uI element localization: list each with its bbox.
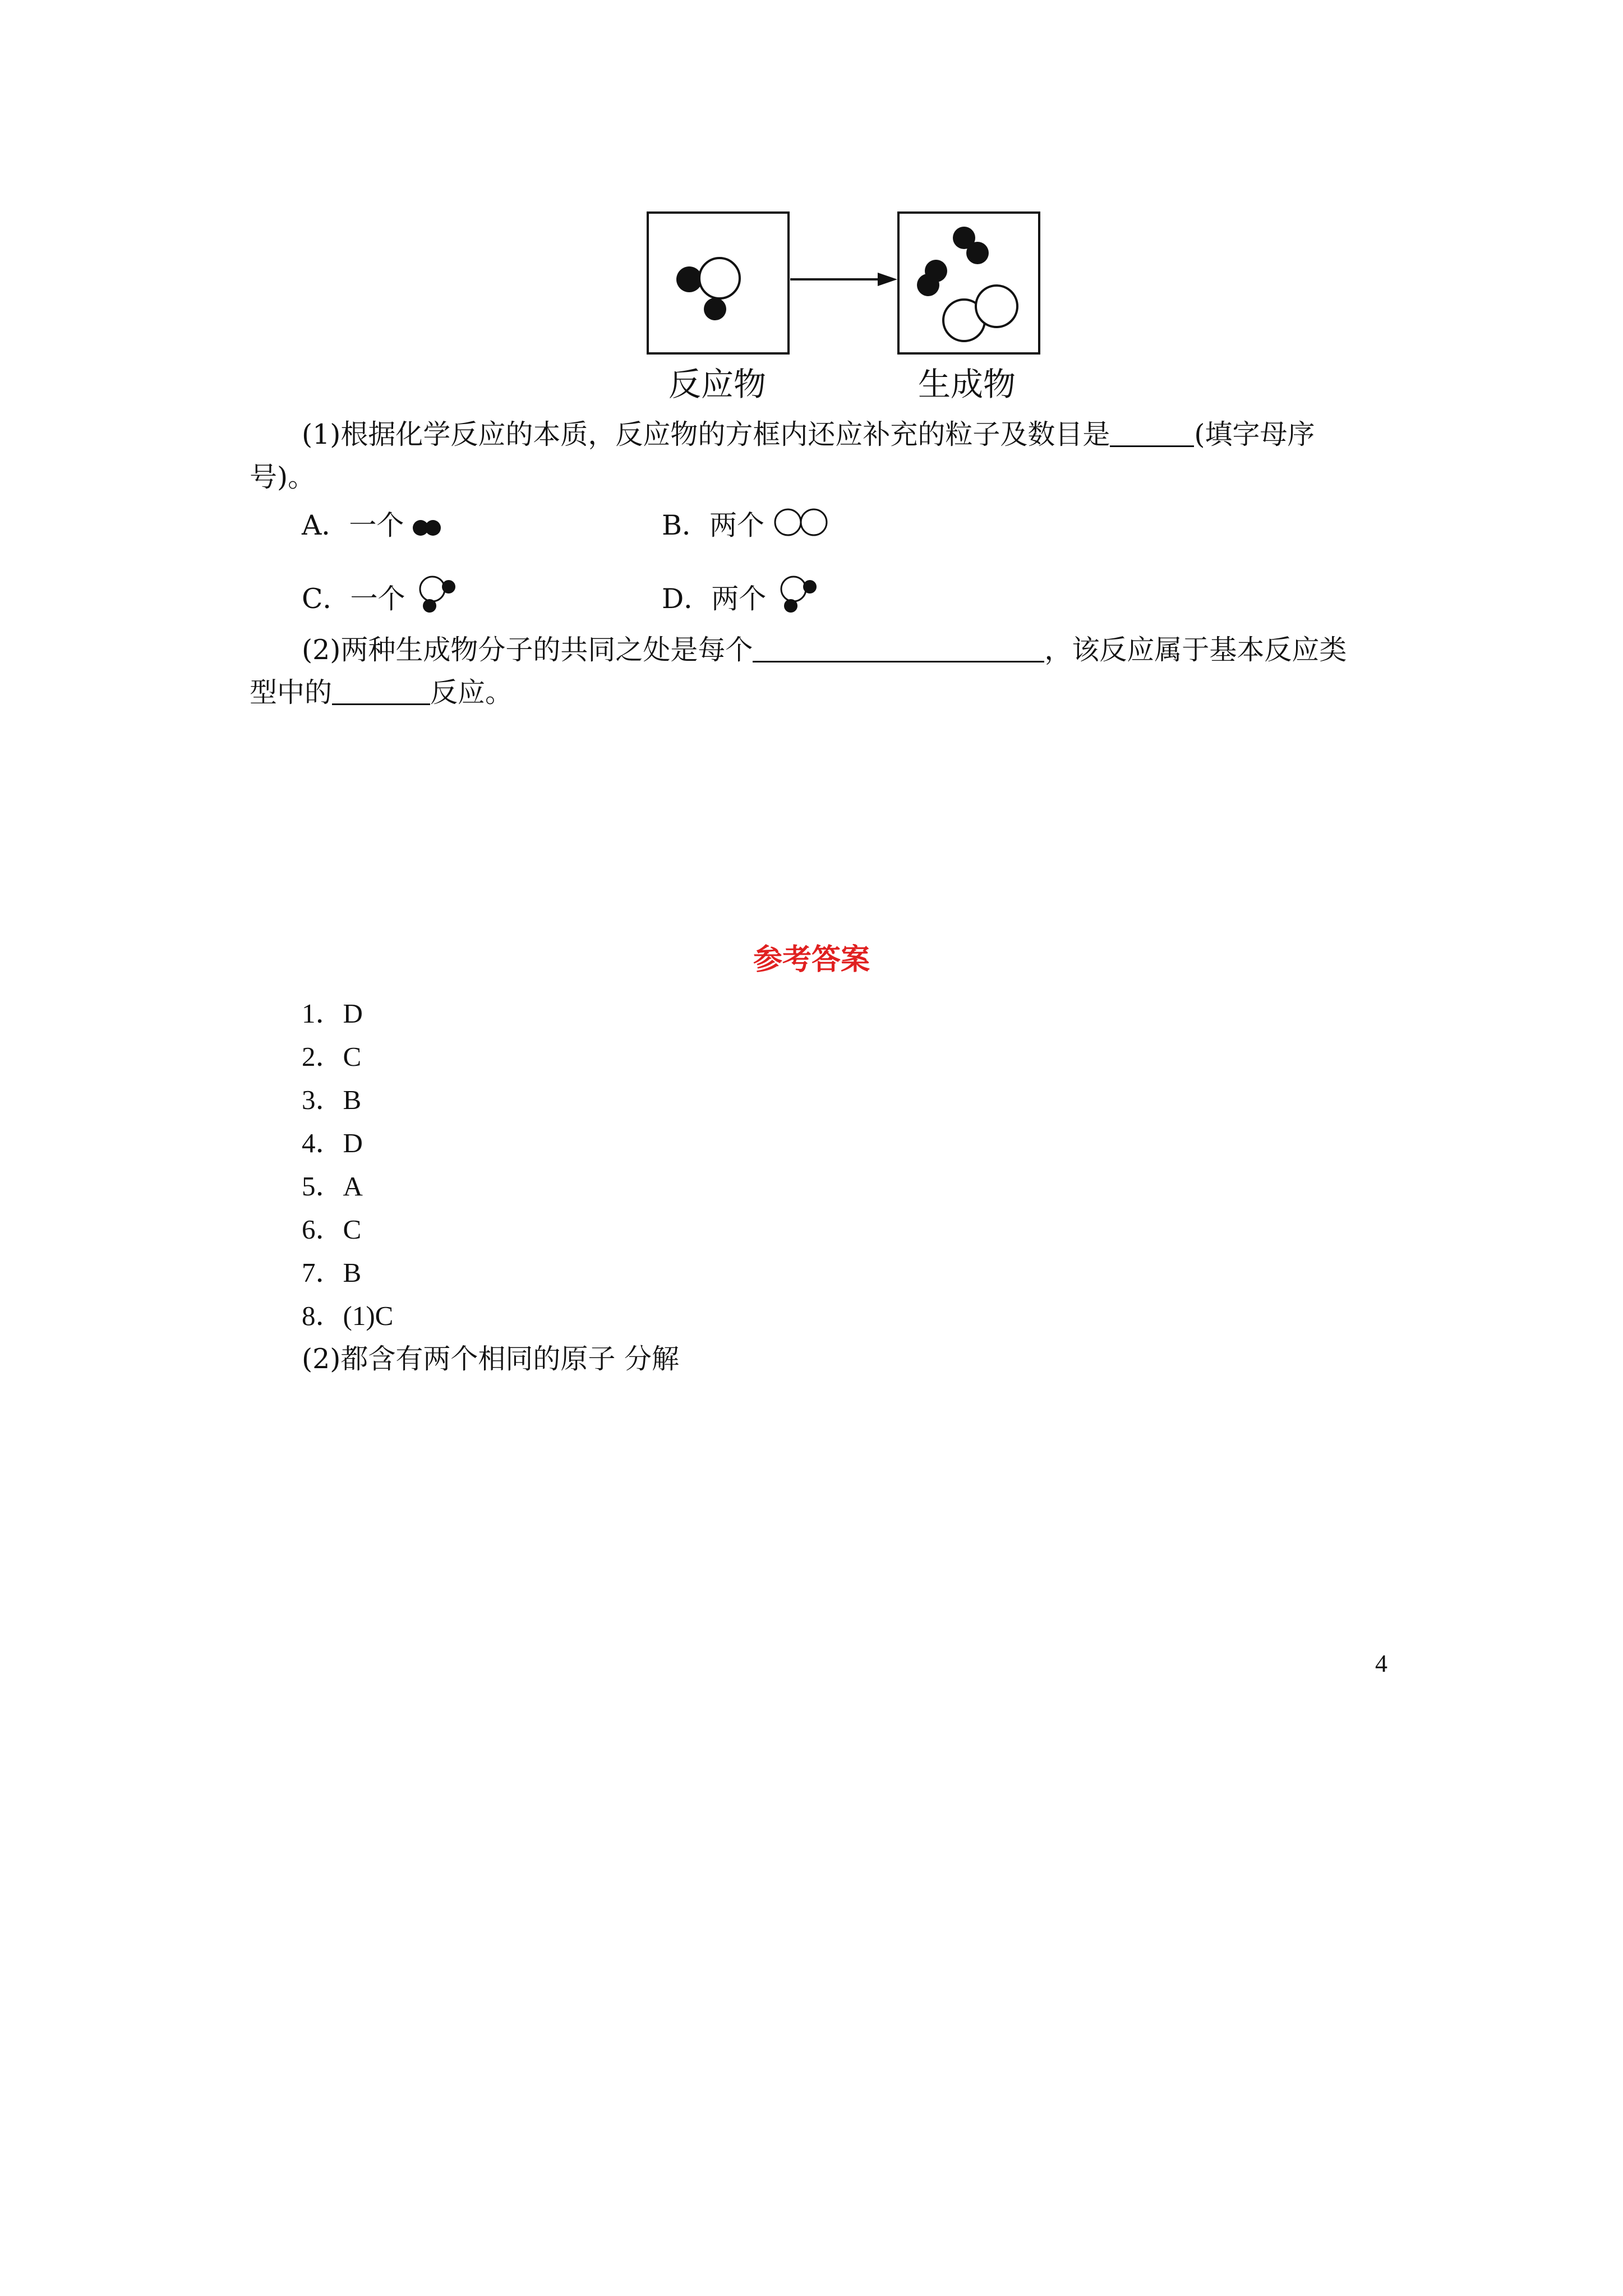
answer-item: 6．C	[302, 1214, 362, 1245]
option-b	[662, 504, 829, 543]
product-molecules-icon	[900, 214, 1038, 352]
question-part1-line2: 号)。	[250, 461, 316, 493]
reactant-label: 反应物	[668, 365, 767, 403]
question-part2	[302, 636, 1347, 664]
two-black-atoms-icon	[413, 516, 446, 538]
option-d	[662, 571, 820, 616]
product-label: 生成物	[918, 365, 1016, 403]
answer-blank-3	[332, 679, 430, 705]
product-box	[897, 211, 1040, 355]
answer-blank-2	[753, 636, 1044, 662]
answer-item: 4．D	[302, 1128, 363, 1158]
answer-blank-1	[1110, 421, 1194, 447]
option-b-label: B．两个	[662, 509, 765, 541]
answer-item: 3．B	[302, 1084, 362, 1115]
answer-item: (2)都含有两个相同的原子 分解	[302, 1343, 679, 1375]
molecule-icon	[414, 571, 459, 616]
option-a	[302, 504, 446, 543]
answer-item: 1．D	[302, 998, 363, 1029]
answer-item: 8．(1)C	[302, 1300, 394, 1331]
part2-text: (2)两种生成物分子的共同之处是每个	[302, 634, 753, 666]
reaction-arrow-icon	[788, 268, 900, 291]
answer-item: 7．B	[302, 1257, 362, 1288]
reactant-molecule-icon	[649, 214, 787, 352]
two-white-atoms-icon	[773, 507, 829, 540]
part2-tail: ，该反应属于基本反应类	[1044, 634, 1347, 666]
reactant-box	[647, 211, 790, 355]
part1-text: (1)根据化学反应的本质，反应物的方框内还应补充的粒子及数目是	[302, 418, 1110, 450]
answers-title: 参考答案	[753, 943, 870, 977]
question-part2-line2	[250, 679, 513, 706]
molecule-icon	[775, 571, 820, 616]
option-d-label: D．两个	[662, 583, 767, 615]
answer-item: 2．C	[302, 1041, 362, 1072]
option-c-label: C．一个	[302, 583, 405, 615]
option-a-label: A．一个	[302, 509, 404, 541]
option-c	[302, 571, 459, 616]
part1-tail: (填字母序	[1194, 418, 1315, 450]
question-part1	[302, 418, 1315, 450]
page-number: 4	[1375, 1650, 1387, 1677]
answer-item: 5．A	[302, 1171, 363, 1202]
part2-line2-post: 反应。	[430, 677, 513, 708]
part2-line2-pre: 型中的	[250, 677, 333, 708]
